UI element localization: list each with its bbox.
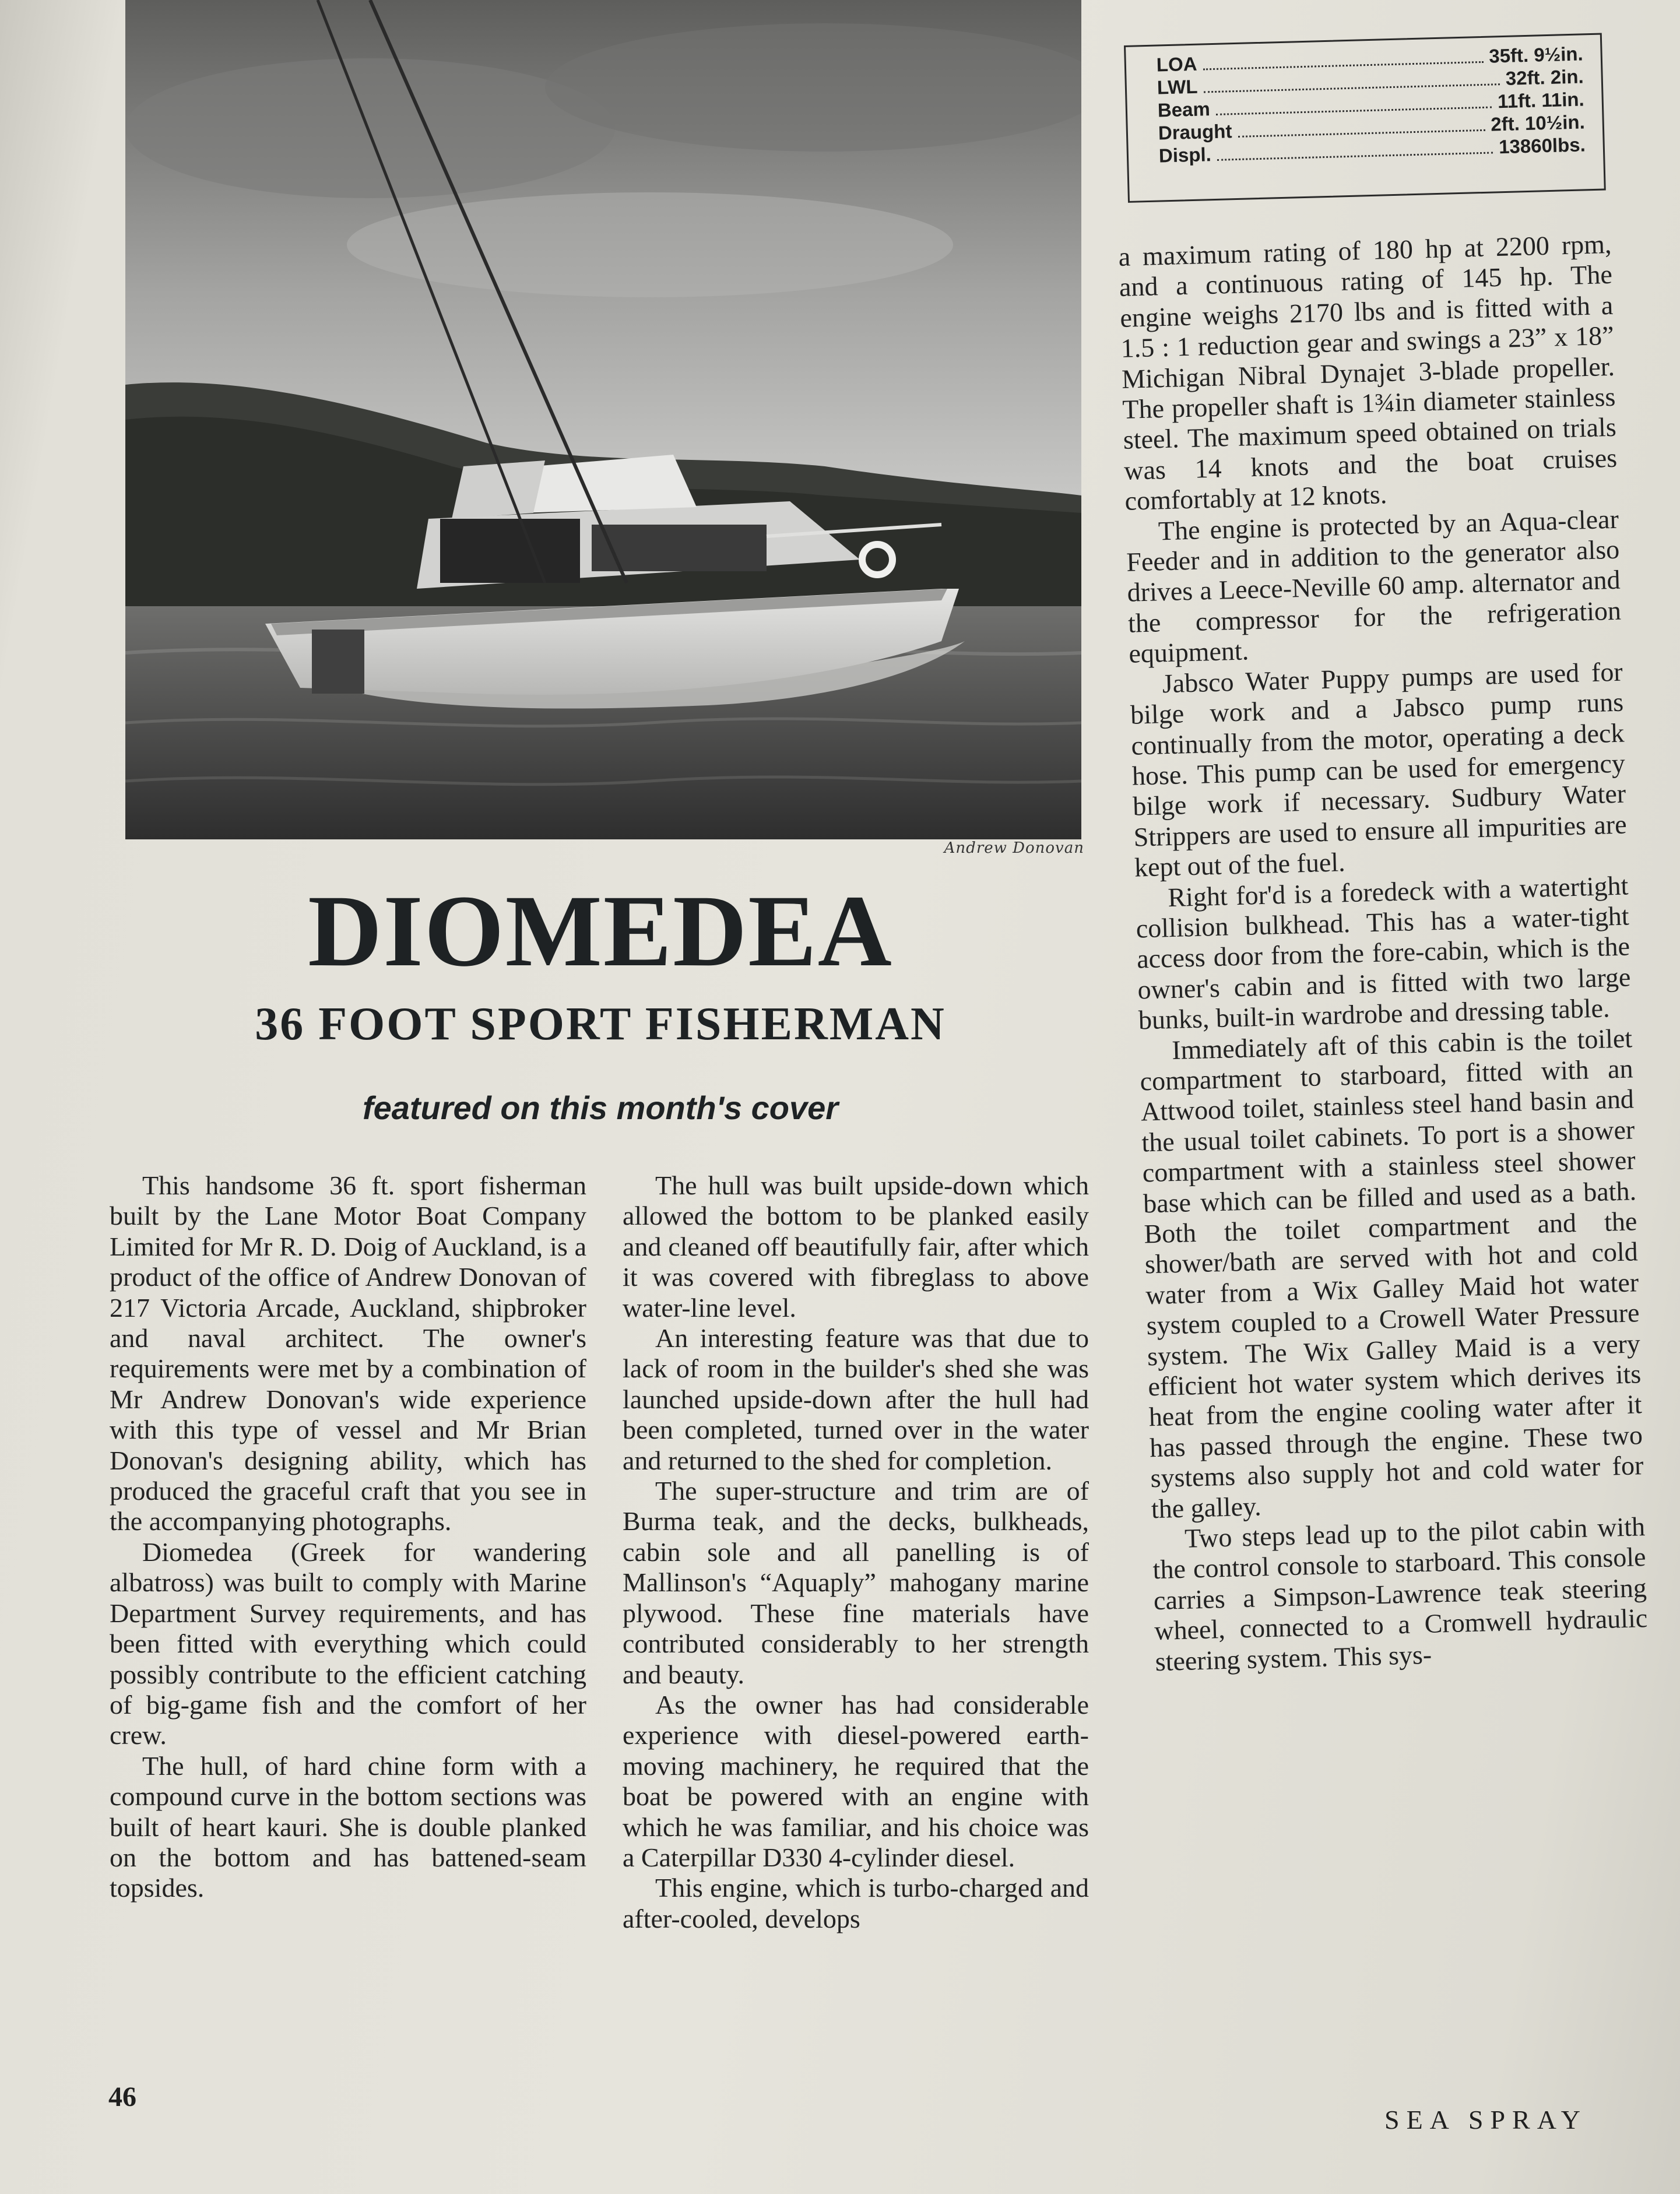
paragraph: An interesting feature was that due to lack of room in the builder's shed she was launched upside-down after the hull had been completed, turned over in the water and returned to the shed for completion. xyxy=(623,1323,1089,1475)
spec-value: 13860lbs. xyxy=(1498,133,1586,158)
paragraph: This engine, which is turbo-charged and after-cooled, develops xyxy=(623,1873,1089,1933)
spec-value: 2ft. 10½in. xyxy=(1490,111,1586,135)
paragraph: Immediately aft of this cabin is the toilet compartment to starboard, fitted with an Attwood toilet, stainless steel hand basin and the usual toilet cabinets. To port is a shower compartment with a stainless steel shower base which can be filled and used as a bath. Both the toilet compartment and the shower/bath are served with hot and cold water from a Wix Galley Maid hot water system coupled to a Crowell Water Pressure system. The Wix Galley Maid is a very efficient hot water system which derives its heat from the engine cooling water after it has passed through the engine. These two systems also supply hot and cold water for the galley. xyxy=(1140,1022,1644,1524)
article-tagline: featured on this month's cover xyxy=(362,1089,839,1126)
paragraph: Right for'd is a foredeck with a watertight collision bulkhead. This has a water-tight access door from the fore-cabin, which is the owner's cabin and is fitted with two large bunks, built-in wardrobe and dressing table. xyxy=(1136,870,1631,1035)
paragraph: The super-structure and trim are of Burma teak, and the decks, bulkheads, cabin sole and all panelling is of Mallinson's “Aquaply” mahogany marine plywood. These fine materials have contributed considerably to her strength and beauty. xyxy=(623,1476,1089,1689)
boat-photo xyxy=(125,0,1081,839)
spec-value: 35ft. 9½in. xyxy=(1488,43,1584,67)
body-column-3 xyxy=(1118,229,1649,1677)
paragraph: Two steps lead up to the pilot cabin with the control console to starboard. This console carries a Simpson-Lawrence teak steering wheel, connected to a Cromwell hydraulic steering system. This sys- xyxy=(1152,1511,1648,1676)
photo-credit: Andrew Donovan xyxy=(944,839,1084,857)
spec-leader-dots xyxy=(1217,152,1493,160)
page-number: 46 xyxy=(108,2082,136,2112)
spec-label: LOA xyxy=(1156,52,1198,76)
paragraph: The engine is protected by an Aqua-clear Feeder and in addition to the generator also drives a Leece-Neville 60 amp. alternator and the compressor for the refrigeration equipment. xyxy=(1126,504,1622,669)
spec-label: Beam xyxy=(1157,98,1211,121)
paragraph: a maximum rating of 180 hp at 2200 rpm, and a continuous rating of 145 hp. The engine weighs 2170 lbs and is fitted with a 1.5 : 1 reduction gear and swings a 23” x 18” Michigan Nibral Dynajet 3-blade propeller. The propeller shaft is 1¾in diameter stainless steel. The maximum speed obtained on trials was 14 knots and the boat cruises comfortably at 12 knots. xyxy=(1118,228,1618,516)
paragraph: As the owner has had considerable experience with diesel-powered earth-moving machinery, he required that the boat be powered with an engine with which he was familiar, and his choice was a Caterpillar D330 4-cylinder diesel. xyxy=(623,1689,1089,1872)
body-column-2 xyxy=(623,1170,1089,1934)
spec-label: Draught xyxy=(1158,120,1232,144)
spec-label: LWL xyxy=(1157,75,1199,99)
specifications-box xyxy=(1124,33,1606,203)
paragraph: Jabsco Water Puppy pumps are used for bilge work and a Jabsco pump runs continually from the motor, operating a deck hose. This pump can be used for emergency bilge work if necessary. Sudbury Water Strippers are used to ensure all impurities are kept out of the fuel. xyxy=(1130,656,1628,882)
boat-image xyxy=(125,0,1081,839)
paragraph: The hull was built upside-down which allowed the bottom to be planked easily and cleaned off beautifully fair, after which it was covered with fibreglass to above water-line level. xyxy=(623,1170,1089,1323)
paragraph: This handsome 36 ft. sport fisherman built by the Lane Motor Boat Company Limited for Mr R. D. Doig of Auckland, is a product of the office of Andrew Donovan of 217 Victoria Arcade, Auckland, shipbroker and naval architect. The owner's requirements were met by a combination of Mr Andrew Donovan's wide experience with this type of vessel and Mr Brian Donovan's designing ability, which has produced the graceful craft that you see in the accompanying photographs. xyxy=(110,1170,586,1536)
paragraph: Diomedea (Greek for wandering albatross) was built to comply with Marine Department Survey requirements, and has been fitted with everything which could possibly contribute to the efficient catching of big-game fish and the comfort of her crew. xyxy=(110,1536,586,1750)
body-column-1 xyxy=(110,1170,586,1904)
paragraph: The hull, of hard chine form with a compound curve in the bottom sections was built of heart kauri. She is double planked on the bottom and has battened-seam topsides. xyxy=(110,1750,586,1903)
magazine-name: SEA SPRAY xyxy=(1384,2105,1587,2135)
spec-value: 32ft. 2in. xyxy=(1505,65,1584,89)
article-title: DIOMEDEA xyxy=(308,874,893,988)
spec-label: Displ. xyxy=(1158,143,1212,167)
article-subtitle: 36 FOOT SPORT FISHERMAN xyxy=(255,998,946,1050)
spec-value: 11ft. 11in. xyxy=(1497,88,1585,112)
